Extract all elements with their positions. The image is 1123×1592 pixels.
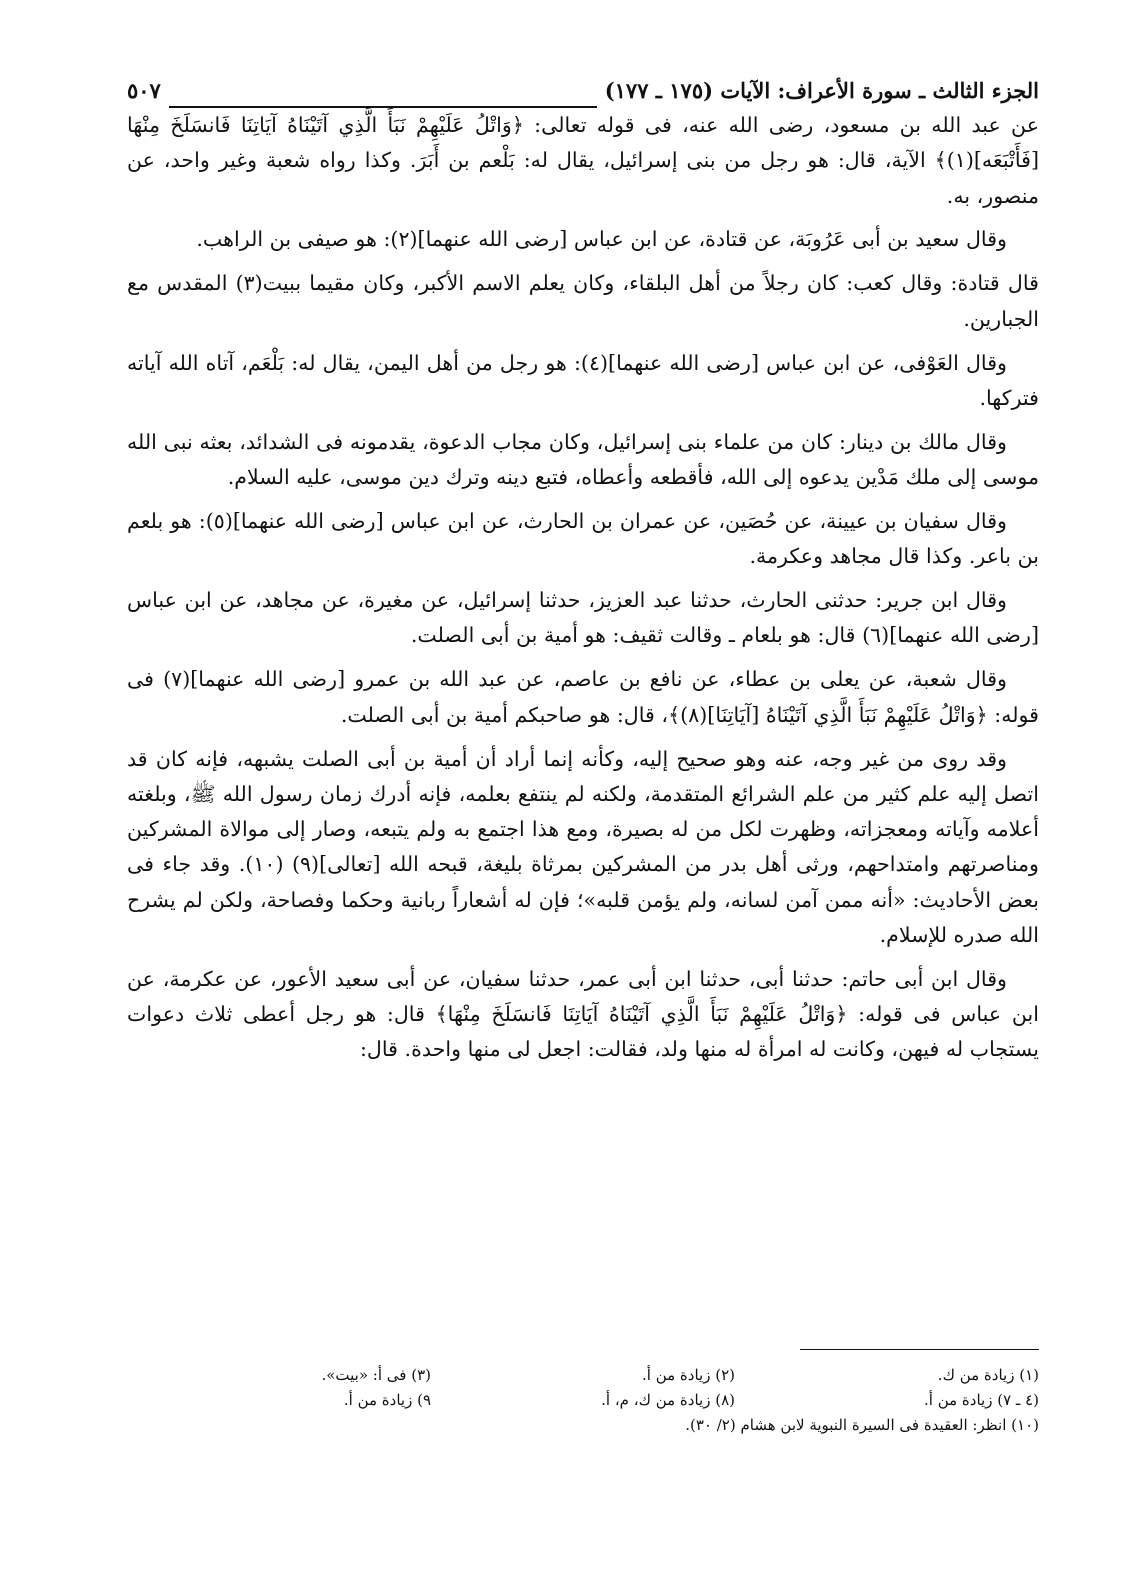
paragraph: وقال ابن جرير: حدثنى الحارث، حدثنا عبد العزيز، حدثنا إسرائيل، عن مغيرة، عن مجاهد، عن ابن عباس [رضى الله عنهما](٦) قال: هو بلعام ـ وقالت ثقيف: هو أمية بن أبى الصلت. (127, 588, 1039, 648)
footnote-row (127, 1413, 1039, 1438)
header-title: الجزء الثالث ـ سورة الأعراف: الآيات (١٧٥ ـ ١٧٧) (604, 78, 1039, 103)
footnote-item: ٩) زيادة من أ. (343, 1391, 431, 1409)
page (127, 68, 1039, 1076)
footnote-row (127, 1363, 1039, 1388)
paragraph: وقال ابن أبى حاتم: حدثنا أبى، حدثنا ابن أبى عمر، حدثنا سفيان، عن أبى سعيد الأعور، عن عكرمة، عن ابن عباس فى قوله: ﴿وَاتْلُ عَلَيْهِمْ نَبَأَ الَّذِي آتَيْنَاهُ آيَاتِنَا فَانسَلَخَ مِنْهَا﴾ قال: هو رجل أعطى ثلاث دعوات يستجاب له فيهن، وكانت له امرأة له منها ولد، فقالت: اجعل لى منها واحدة. قال: (127, 966, 1039, 1062)
footnote-item: (١) زيادة من ك. (937, 1366, 1039, 1384)
paragraph: وقال شعبة، عن يعلى بن عطاء، عن نافع بن عاصم، عن عبد الله بن عمرو [رضى الله عنهما](٧) فى قوله: ﴿وَاتْلُ عَلَيْهِمْ نَبَأَ الَّذِي آتَيْنَاهُ [آيَاتِنَا](٨)﴾، قال: هو صاحبكم أمية بن أبى الصلت. (127, 667, 1039, 727)
footnote-item: (٣) فى أ: «بيت». (321, 1366, 431, 1384)
paragraph: وقال مالك بن دينار: كان من علماء بنى إسرائيل، وكان مجاب الدعوة، يقدمونه فى الشدائد، بعثه نبى الله موسى إلى ملك مَدْين يدعوه إلى الله، فأقطعه وأعطاه، فتبع دينه وترك دين موسى، عليه السلام. (127, 429, 1039, 490)
paragraph: وقد روى من غير وجه، عنه وهو صحيح إليه، وكأنه إنما أراد أن أمية بن أبى الصلت يشبهه، فإنه كان قد اتصل إليه علم كثير من علم الشرائع المتقدمة، ولكنه لم ينتفع بعلمه، فإنه أدرك زمان رسول الله ﷺ، وبلغته أعلامه وآياته ومعجزاته، وظهرت لكل من له بصيرة، ومع هذا اجتمع به ولم يتبعه، وصار إلى موالاة المشركين ومناصرتهم وامتداحهم، ورثى أهل بدر من المشركين بمرثاة بليغة، قبحه الله [تعالى](٩) (١٠). وقد جاء فى بعض الأحاديث: «أنه ممن آمن لسانه، ولم يؤمن قلبه»؛ فإن له أشعاراً ربانية وحكما وفصاحة، ولكن لم يشرح الله صدره للإسلام. (127, 746, 1039, 947)
header-rule (169, 88, 597, 108)
footnote-item: (١٠) انظر: العقيدة فى السيرة النبوية لابن هشام (٢/ ٣٠). (685, 1416, 1039, 1434)
paragraph: وقال سفيان بن عيينة، عن حُصَين، عن عمران بن الحارث، عن ابن عباس [رضى الله عنهما](٥): هو بلعم بن باعر. وكذا قال مجاهد وعكرمة. (127, 508, 1039, 569)
footnote-item: (٤ ـ ٧) زيادة من أ. (924, 1391, 1039, 1409)
paragraph: قال قتادة: وقال كعب: كان رجلاً من أهل البلقاء، وكان يعلم الاسم الأكبر، وكان مقيما ببيت(٣) المقدس مع الجبارين. (127, 271, 1039, 331)
page-number: ٥٠٧ (127, 78, 161, 103)
main-text (127, 108, 1039, 1068)
paragraph: وقال العَوْفى، عن ابن عباس [رضى الله عنهما](٤): هو رجل من أهل اليمن، يقال له: بَلْعَم، آتاه الله آياته فتركها. (127, 350, 1039, 410)
paragraph: عن عبد الله بن مسعود، رضى الله عنه، فى قوله تعالى: ﴿وَاتْلُ عَلَيْهِمْ نَبَأَ الَّذِي آتَيْنَاهُ آيَاتِنَا فَانسَلَخَ مِنْهَا [فَأَتْبَعَه](١)﴾ الآية، قال: هو رجل من بنى إسرائيل، يقال له: بَلْعم بن أَبَرَ. وكذا رواه شعبة وغير واحد، عن منصور، به. (127, 113, 1039, 208)
paragraph: وقال سعيد بن أبى عَرُوبَة، عن قتادة، عن ابن عباس [رضى الله عنهما](٢): هو صيفى بن الراهب. (196, 227, 1007, 252)
footnote-item: (٨) زيادة من ك، م، أ. (601, 1391, 735, 1409)
footnote-row (127, 1388, 1039, 1413)
running-header (127, 68, 1039, 108)
footnotes (127, 1363, 1039, 1438)
footnote-separator (800, 1349, 1039, 1350)
footnote-item: (٢) زيادة من أ. (642, 1366, 735, 1384)
